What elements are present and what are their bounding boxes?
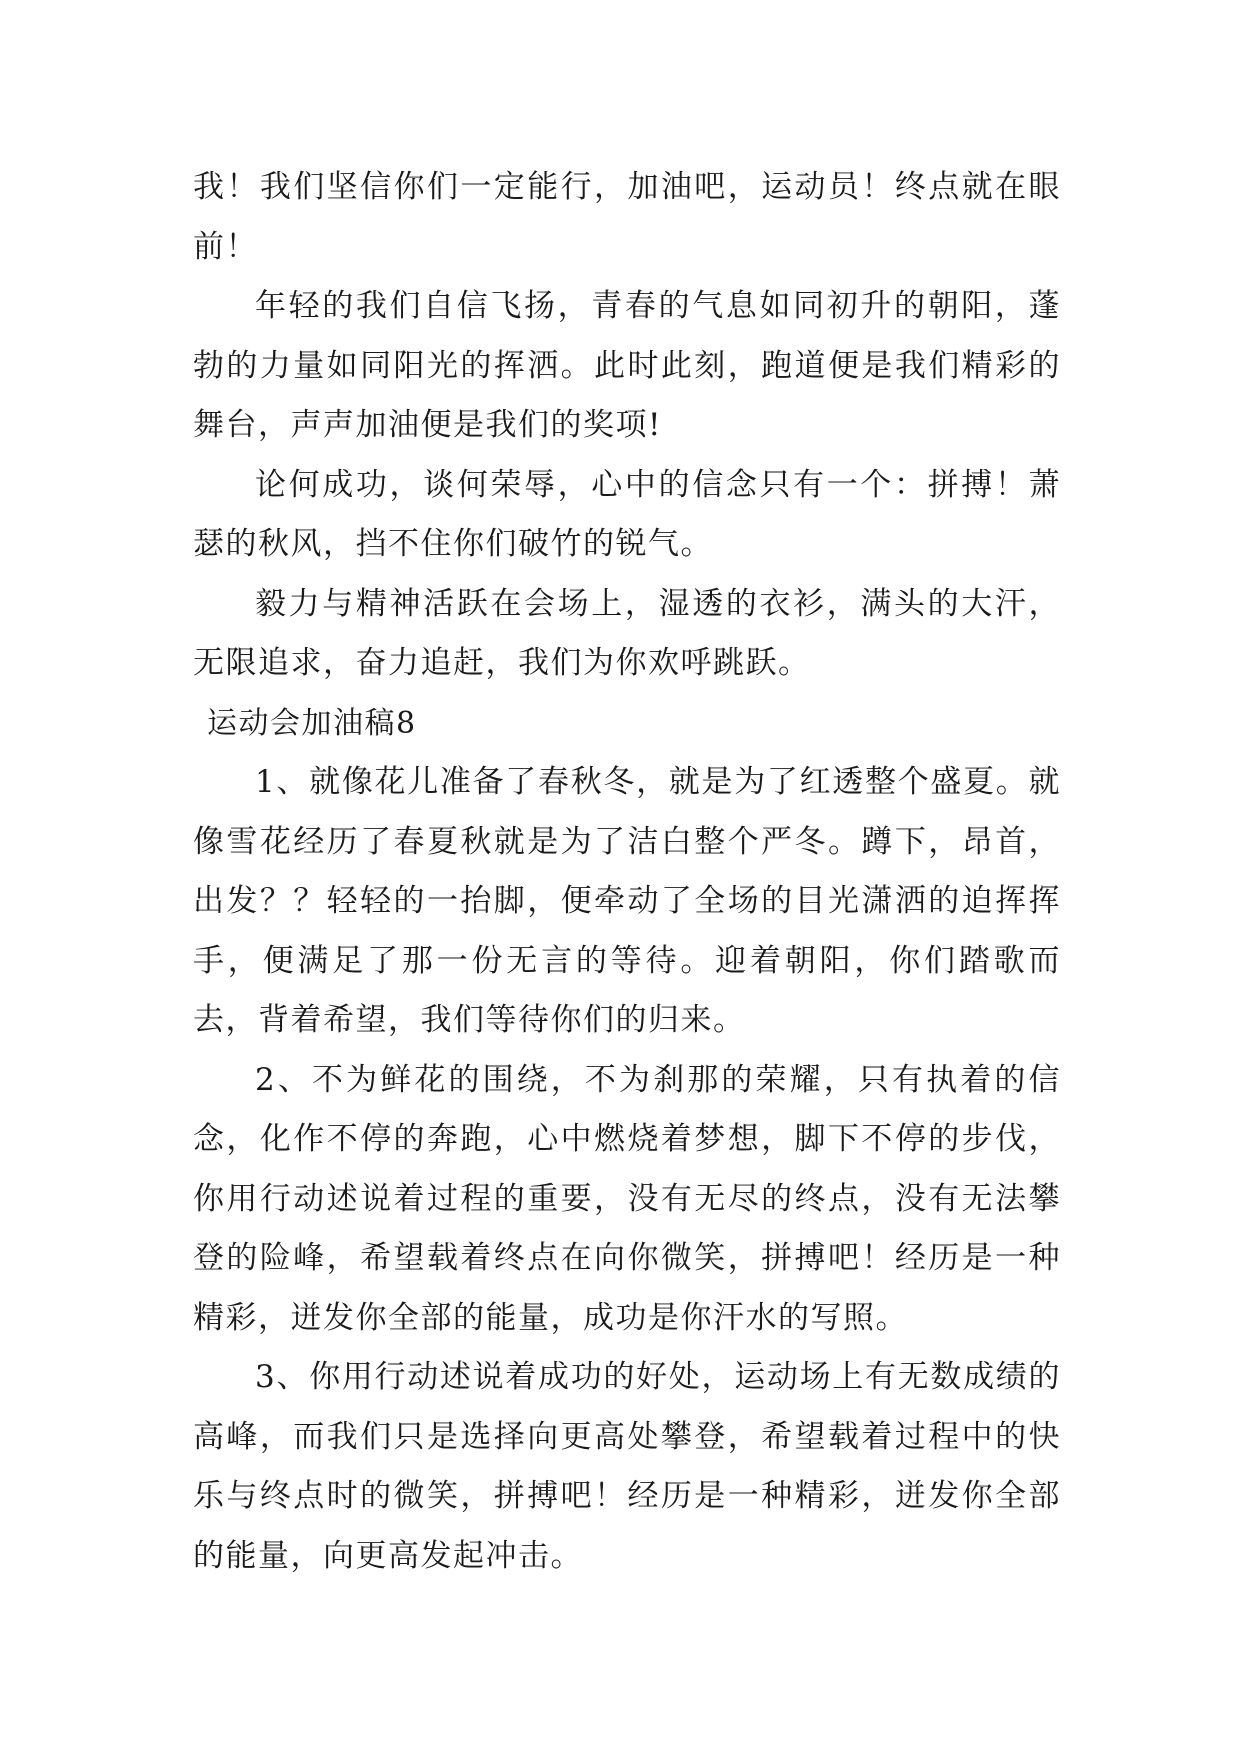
paragraph-continuation: 我！我们坚信你们一定能行，加油吧，运动员！终点就在眼前！: [193, 169, 1061, 265]
section-heading: 运动会加油稿8: [207, 705, 417, 741]
paragraph: 毅力与精神活跃在会场上，湿透的衣衫，满头的大汗，无限追求，奋力追赶，我们为你欢呼跳跃。: [193, 585, 1061, 681]
paragraph: 3、你用行动述说着成功的好处，运动场上有无数成绩的高峰，而我们只是选择向更高处攀登，希望载着过程中的快乐与终点时的微笑，拼搏吧！经历是一种精彩，迸发你全部的能量，向更高发起冲击。: [193, 1359, 1061, 1574]
document-body: [193, 158, 1061, 1586]
paragraph: 2、不为鲜花的围绕，不为刹那的荣耀，只有执着的信念，化作不停的奔跑，心中燃烧着梦想，脚下不停的步伐，你用行动述说着过程的重要，没有无尽的终点，没有无法攀登的险峰，希望载着终点在向你微笑，拼搏吧！经历是一种精彩，迸发你全部的能量，成功是你汗水的写照。: [193, 1061, 1061, 1336]
paragraph: 1、就像花儿准备了春秋冬，就是为了红透整个盛夏。就像雪花经历了春夏秋就是为了洁白整个严冬。蹲下，昂首，出发？？轻轻的一抬脚，便牵动了全场的目光潇洒的迫挥挥手，便满足了那一份无言的等待。迎着朝阳，你们踏歌而去，背着希望，我们等待你们的归来。: [193, 764, 1061, 1038]
paragraph: 论何成功，谈何荣辱，心中的信念只有一个：拼搏！萧瑟的秋风，挡不住你们破竹的锐气。: [193, 466, 1061, 562]
paragraph: 年轻的我们自信飞扬，青春的气息如同初升的朝阳，蓬勃的力量如同阳光的挥洒。此时此刻，跑道便是我们精彩的舞台，声声加油便是我们的奖项!: [193, 288, 1061, 443]
